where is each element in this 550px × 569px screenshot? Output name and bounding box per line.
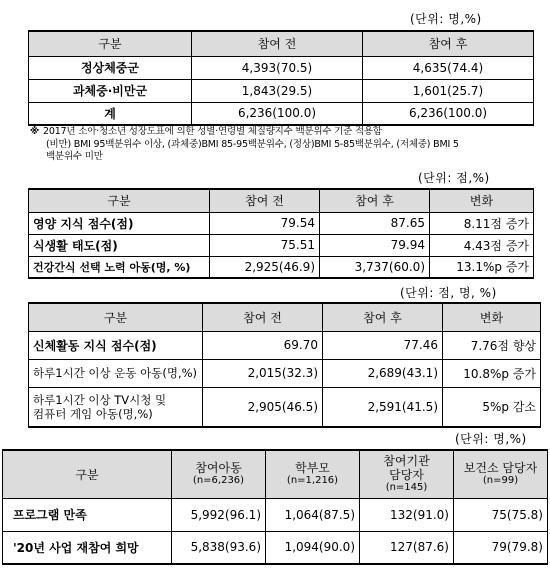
table-row: [29, 212, 534, 234]
table4-header-children: [172, 450, 266, 498]
table-row: [29, 56, 534, 79]
table3-unit: (단위: 점, 명, %): [400, 286, 497, 300]
header-sub: (n=99): [482, 475, 519, 487]
after-value: 3,737(60.0): [320, 256, 430, 278]
row-label: 건강간식 선택 노력 아동(명, %): [29, 256, 210, 278]
table-row: [29, 102, 534, 125]
after-value: 1,601(25.7): [363, 79, 534, 102]
before-value: 2,905(46.5): [203, 387, 323, 427]
header-main: 참여아동: [195, 461, 242, 476]
nutrition-table: [28, 188, 534, 279]
header-main: 보건소 담당자: [463, 461, 538, 476]
health-center-value: 75(75.8): [454, 498, 548, 531]
row-label: 과체중·비만군: [29, 79, 192, 102]
row-label: 신체활동 지식 점수(점): [29, 331, 203, 359]
note-line-1: 2017년 소아·청소년 성장도표에 의한 성별·연령별 체질량지수 백분위수 기준 적용함: [43, 126, 382, 137]
physical-activity-table: [28, 302, 541, 428]
change-value: 4.43점 증가: [430, 234, 534, 256]
change-value: 8.11점 증가: [430, 212, 534, 234]
header-main-line-2: 담당자: [389, 468, 424, 483]
table-row: [3, 531, 548, 564]
header-main-line-1: 참여기관: [383, 454, 430, 469]
header-sub: (n=145): [385, 482, 428, 494]
before-value: 1,843(29.5): [192, 79, 363, 102]
table2-unit: (단위: 점,%): [418, 171, 490, 185]
row-label-line-2: 컴퓨터 게임 아동(명,%): [33, 406, 153, 421]
table-row: [29, 256, 534, 278]
before-value: 69.70: [203, 331, 323, 359]
before-value: 75.51: [210, 234, 320, 256]
table-row: [29, 79, 534, 102]
children-value: 5,838(93.6): [172, 531, 266, 564]
before-value: 2,925(46.9): [210, 256, 320, 278]
table1-footnote: [30, 126, 540, 164]
institution-value: 127(87.6): [360, 531, 454, 564]
after-value: 87.65: [320, 212, 430, 234]
table2-header-change: 변화: [430, 189, 534, 212]
parents-value: 1,094(90.0): [266, 531, 360, 564]
change-value: 10.8%p 증가: [443, 359, 541, 387]
row-label: '20년 사업 재참여 희망: [3, 531, 172, 564]
before-value: 2,015(32.3): [203, 359, 323, 387]
institution-value: 132(91.0): [360, 498, 454, 531]
table-row: [3, 498, 548, 531]
table-row: [29, 359, 541, 387]
satisfaction-table: [2, 449, 548, 565]
before-value: 79.54: [210, 212, 320, 234]
table3-header-after: 참여 후: [323, 303, 443, 331]
children-value: 5,992(96.1): [172, 498, 266, 531]
health-center-value: 79(79.8): [454, 531, 548, 564]
after-value: 2,591(41.5): [323, 387, 443, 427]
weight-status-table: [28, 30, 534, 126]
table1-header-after: 참여 후: [363, 31, 534, 56]
after-value: 6,236(100.0): [363, 102, 534, 125]
change-value: 5%p 감소: [443, 387, 541, 427]
table1-header-before: 참여 전: [192, 31, 363, 56]
header-sub: (n=6,236): [192, 475, 245, 487]
header-sub: (n=1,216): [286, 475, 339, 487]
table3-header-before: 참여 전: [203, 303, 323, 331]
after-value: 77.46: [323, 331, 443, 359]
row-label-line-1: 하루1시간 이상 TV시청 및: [33, 392, 167, 407]
row-label: [29, 387, 203, 427]
table-row: [29, 331, 541, 359]
parents-value: 1,064(87.5): [266, 498, 360, 531]
before-value: 6,236(100.0): [192, 102, 363, 125]
change-value: 13.1%p 증가: [430, 256, 534, 278]
after-value: 2,689(43.1): [323, 359, 443, 387]
table-row: [29, 234, 534, 256]
row-label: 프로그램 만족: [3, 498, 172, 531]
row-label: 영양 지식 점수(점): [29, 212, 210, 234]
header-main: 학부모: [295, 461, 330, 476]
table2-header-before: 참여 전: [210, 189, 320, 212]
change-value: 7.76점 향상: [443, 331, 541, 359]
table2-header-category: 구분: [29, 189, 210, 212]
table4-header-health-center: [454, 450, 548, 498]
table4-header-institution: [360, 450, 454, 498]
table1-unit: (단위: 명,%): [410, 12, 482, 26]
table4-unit: (단위: 명,%): [455, 432, 527, 446]
table-row: [29, 387, 541, 427]
before-value: 4,393(70.5): [192, 56, 363, 79]
table3-header-category: 구분: [29, 303, 203, 331]
row-label: 정상체중군: [29, 56, 192, 79]
note-mark: ※: [30, 126, 40, 137]
row-label: 계: [29, 102, 192, 125]
table2-header-after: 참여 후: [320, 189, 430, 212]
row-label: 하루1시간 이상 운동 아동(명,%): [29, 359, 203, 387]
after-value: 79.94: [320, 234, 430, 256]
note-line-3: 백분위수 미만: [46, 151, 103, 162]
table1-header-category: 구분: [29, 31, 192, 56]
after-value: 4,635(74.4): [363, 56, 534, 79]
row-label: 식생활 태도(점): [29, 234, 210, 256]
table3-header-change: 변화: [443, 303, 541, 331]
table4-header-parents: [266, 450, 360, 498]
note-line-2: (비만) BMI 95백분위수 이상, (과체중)BMI 85-95백분위수, (정상)BMI 5-85백분위수, (저체중) BMI 5: [46, 138, 459, 150]
table4-header-category: 구분: [3, 450, 172, 498]
